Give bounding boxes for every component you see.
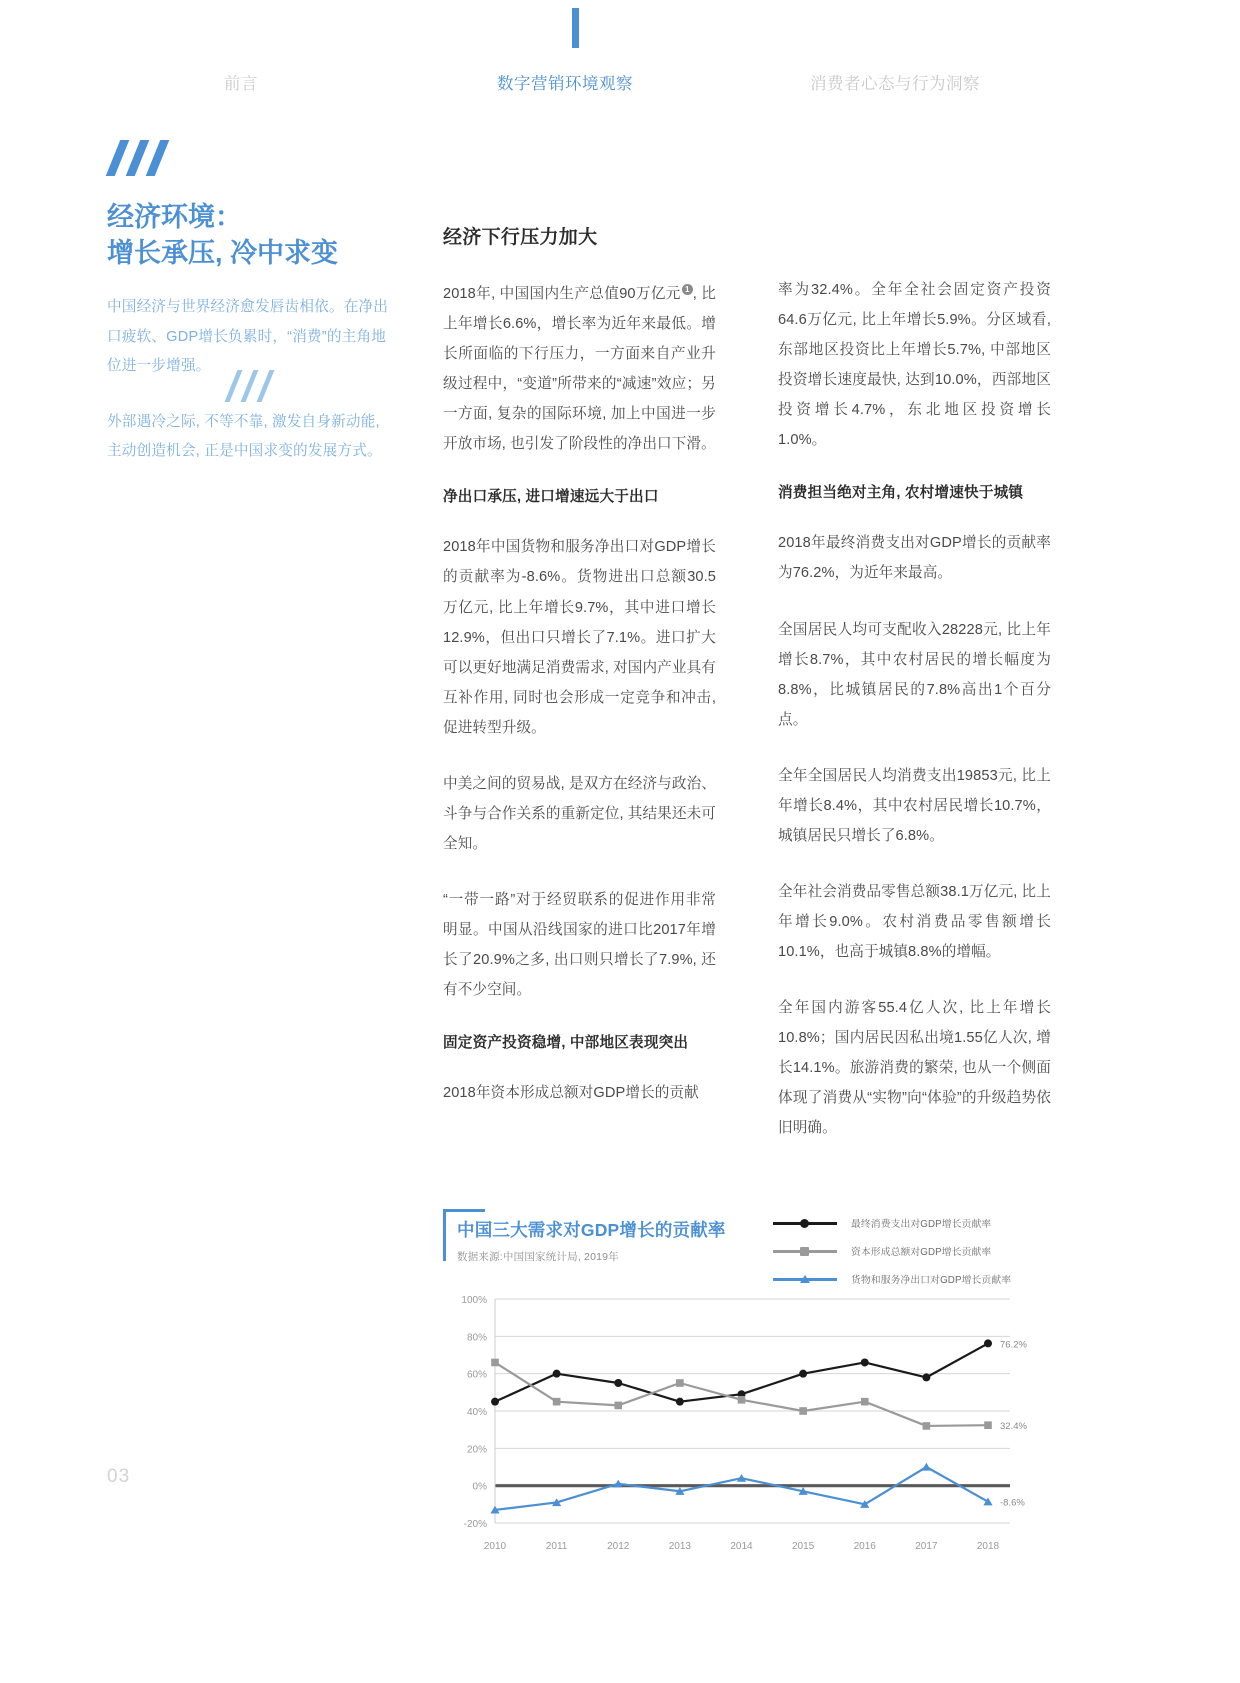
svg-text:40%: 40% [466,1407,487,1418]
svg-text:76.2%: 76.2% [1000,1339,1027,1351]
paragraph-capital-formation-start: 2018年资本形成总额对GDP增长的贡献 [443,1085,699,1102]
svg-text:32.4%: 32.4% [1000,1421,1027,1433]
legend-label-netexport: 货物和服务净出口对GDP增长贡献率 [851,1275,1012,1286]
legend-item-capital [773,1237,1011,1265]
body-column-left [443,222,716,1134]
chart-title-wrap [443,1205,726,1264]
svg-text:2018: 2018 [976,1541,1000,1552]
svg-text:2016: 2016 [853,1541,876,1552]
paragraph-trade-war: 中美之间的贸易战, 是双方在经济与政治、斗争与合作关系的重新定位, 其结果还未可全知。 [443,775,716,852]
svg-text:100%: 100% [461,1295,487,1306]
chart-plot-area [443,1291,1063,1581]
legend-item-netexport [773,1265,1011,1293]
svg-text:2013: 2013 [668,1541,691,1552]
svg-text:80%: 80% [466,1332,487,1344]
paragraph-belt-road: “一带一路”对于经贸联系的促进作用非常明显。中国从沿线国家的进口比2017年增长了20.9%之多, 出口则只增长了7.9%, 还有不少空间。 [443,892,716,999]
chart-legend [773,1209,1011,1293]
subheading-consumption-lead: 消费担当绝对主角, 农村增速快于城镇 [778,485,1024,502]
legend-item-consumption [773,1209,1011,1237]
sidebar-paragraph-1: 中国经济与世界经济愈发唇齿相依。在净出口疲软、GDP增长负累时，“消费”的主角地位进一步增强。 [107,299,389,375]
subheading-net-export: 净出口承压, 进口增速远大于出口 [443,489,659,506]
paragraph-net-export: 2018年中国货物和服务净出口对GDP增长的贡献率为-8.6%。货物进出口总额30.5万亿元, 比上年增长9.7%，其中进口增长12.9%，但出口只增长了7.1%。进口扩大可以更好地满足消费需求, 对国内产业具有互补作用, 同时也会形成一定竞争和冲击, 促进转型升级。 [443,539,716,736]
svg-text:60%: 60% [466,1369,487,1381]
footnote-marker-icon: 1 [682,284,693,295]
paragraph-disposable-income: 全国居民人均可支配收入28228元, 比上年增长8.7%，其中农村居民的增长幅度为8.8%，比城镇居民的7.8%高出1个百分点。 [778,621,1051,728]
svg-text:2011: 2011 [545,1541,568,1552]
quote-slashes-icon [107,140,177,174]
svg-text:2012: 2012 [607,1541,630,1552]
svg-text:2015: 2015 [792,1541,815,1552]
chart-block [443,1205,1063,1581]
svg-text:-8.6%: -8.6% [1000,1497,1025,1509]
page-title [107,200,397,271]
legend-marker-circle-icon [773,1217,837,1229]
legend-label-consumption: 最终消费支出对GDP增长贡献率 [851,1219,992,1230]
sidebar-intro [107,140,397,493]
paragraph-gdp-2018-part2: , 比上年增长6.6%，增长率为近年来最低。增长所面临的下行压力，一方面来自产业升级过程中，“变道”所带来的“减速”效应；另一方面, 复杂的国际环境, 加上中国进一步开放市场, 也引发了阶段性的净出口下滑。 [443,286,716,453]
legend-marker-triangle-icon [773,1273,837,1285]
section-heading-economic-pressure: 经济下行压力加大 [443,227,598,248]
nav-item-consumer-insight[interactable]: 消费者心态与行为洞察 [810,75,980,93]
legend-marker-square-icon [773,1245,837,1257]
page-title-line1: 经济环境： [107,202,242,232]
chart-header [443,1205,1063,1285]
body-column-right [778,275,1051,1169]
svg-text:0%: 0% [472,1481,487,1493]
subheading-fixed-asset: 固定资产投资稳增, 中部地区表现突出 [443,1035,689,1052]
paragraph-tourism: 全年国内游客55.4亿人次, 比上年增长10.8%；国内居民因私出境1.55亿人次, 增长14.1%。旅游消费的繁荣, 也从一个侧面体现了消费从“实物”向“体验”的升级趋势依旧明确。 [778,1000,1051,1137]
svg-text:-20%: -20% [463,1519,487,1530]
chart-title: 中国三大需求对GDP增长的贡献率 [457,1220,726,1240]
nav-item-digital-marketing[interactable]: 数字营销环境观察 [497,75,633,93]
svg-text:2017: 2017 [915,1541,938,1552]
line-chart [443,1291,1063,1581]
paragraph-retail-sales: 全年社会消费品零售总额38.1万亿元, 比上年增长9.0%。农村消费品零售额增长10.1%，也高于城镇8.8%的增幅。 [778,883,1051,961]
svg-text:20%: 20% [466,1444,487,1456]
page-number: 03 [107,1466,131,1487]
page-title-line2: 增长承压, 冷中求变 [107,237,339,268]
paragraph-final-consumption: 2018年最终消费支出对GDP增长的贡献率为76.2%，为近年来最高。 [778,535,1051,582]
sidebar-paragraph-2: 外部遇冷之际, 不等不靠, 激发自身新动能, 主动创造机会, 正是中国求变的发展方式。 [107,413,382,460]
nav-item-preface[interactable]: 前言 [224,75,258,93]
paragraph-gdp-2018-part1: 2018年, 中国国内生产总值90万亿元 [443,286,681,302]
quote-slashes-decor-icon [225,370,295,404]
legend-label-capital: 资本形成总额对GDP增长贡献率 [851,1247,992,1258]
svg-text:2010: 2010 [483,1541,507,1552]
active-tab-marker [572,8,579,48]
paragraph-investment: 率为32.4%。全年全社会固定资产投资64.6万亿元, 比上年增长5.9%。分区域看, 东部地区投资比上年增长5.7%, 中部地区投资增长速度最快, 达到10.0%，西部地区投资增长4.7%，东北地区投资增长1.0%。 [778,282,1051,449]
paragraph-consumption-expenditure: 全年全国居民人均消费支出19853元, 比上年增长8.4%，其中农村居民增长10.7%，城镇居民只增长了6.8%。 [778,767,1051,844]
top-navigation [0,70,1240,100]
chart-source: 数据来源:中国国家统计局, 2019年 [457,1251,619,1263]
svg-text:2014: 2014 [730,1541,753,1552]
paragraph-gdp-2018 [443,279,716,459]
